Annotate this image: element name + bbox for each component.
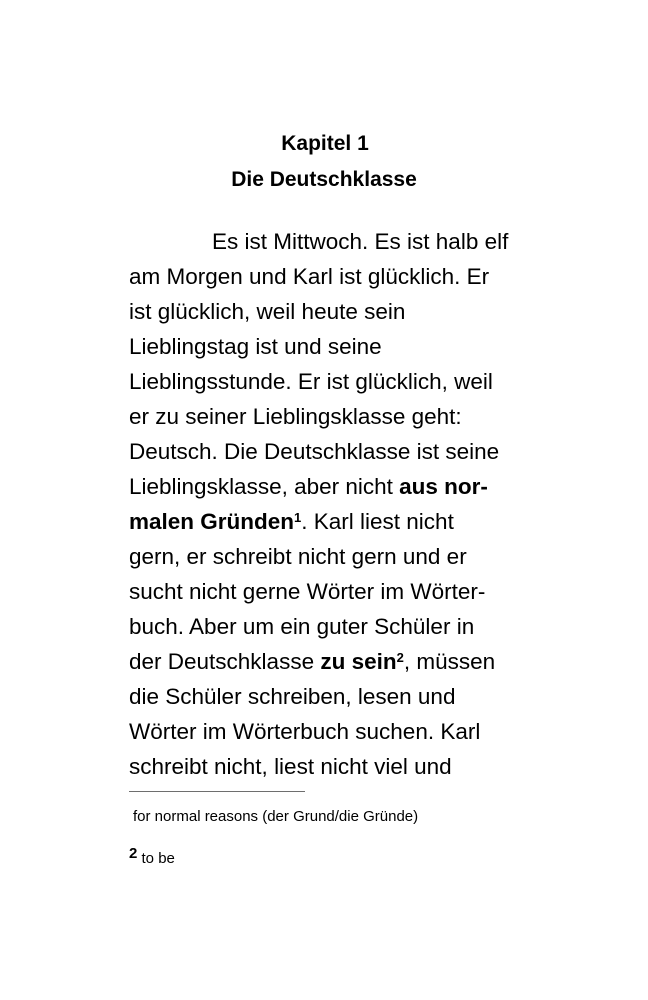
text-line-7: Deutsch. Die Deutschklasse ist seine (129, 439, 500, 464)
text-line-6: er zu seiner Lieblingsklasse geht: (129, 404, 462, 429)
footnote-ref-2: 2 (396, 650, 404, 665)
text-line-2: am Morgen und Karl ist glücklich. Er (129, 264, 490, 289)
footnote-ref-1: 1 (294, 510, 302, 525)
text-line-13-plain: der Deutschklasse (129, 649, 321, 674)
text-line-8-plain: Lieblingsklasse, aber nicht (129, 474, 400, 499)
text-line-5: Lieblingsstunde. Er ist glücklich, weil (129, 369, 493, 394)
footnote-divider (129, 791, 305, 792)
text-line-16: schreibt nicht, liest nicht viel und (129, 754, 452, 779)
text-line-3: ist glücklich, weil heute sein (129, 299, 406, 324)
text-line-14: die Schüler schreiben, lesen und (129, 684, 456, 709)
text-line-13 (129, 647, 495, 677)
glossed-term-1-start: aus nor- (399, 474, 488, 499)
text-line-9 (129, 507, 454, 537)
text-line-13-rest: , müssen (403, 649, 496, 674)
glossed-term-1-end: malen Gründen (129, 509, 295, 534)
text-line-12: buch. Aber um ein guter Schüler in (129, 614, 475, 639)
chapter-title: Die Deutschklasse (231, 168, 417, 191)
footnote-2-text: to be (141, 850, 175, 867)
glossed-term-2: zu sein (320, 649, 397, 674)
text-line-1: Es ist Mittwoch. Es ist halb elf (212, 229, 509, 254)
text-line-15: Wörter im Wörterbuch suchen. Karl (129, 719, 481, 744)
text-line-8 (129, 472, 488, 502)
footnote-1: for normal reasons (der Grund/die Gründe) (133, 808, 419, 825)
text-line-4: Lieblingstag ist und seine (129, 334, 382, 359)
text-line-10: gern, er schreibt nicht gern und er (129, 544, 467, 569)
text-line-9-plain: . Karl liest nicht (301, 509, 454, 534)
footnote-2-number: 2 (129, 845, 138, 862)
footnote-2 (129, 845, 175, 869)
chapter-number: Kapitel 1 (281, 132, 369, 155)
text-line-11: sucht nicht gerne Wörter im Wörter- (129, 579, 486, 604)
